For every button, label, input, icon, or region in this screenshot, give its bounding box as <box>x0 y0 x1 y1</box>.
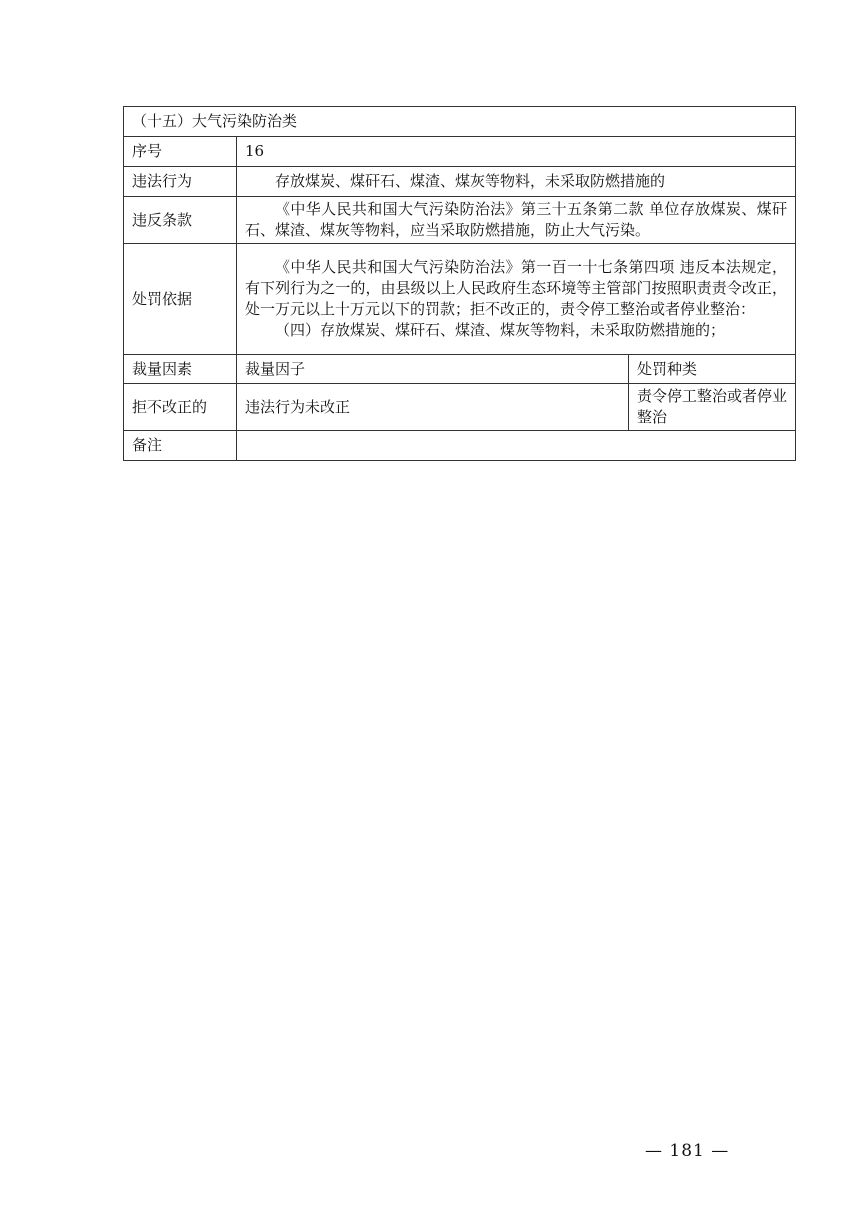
basis-paragraph-2: （四）存放煤炭、煤矸石、煤渣、煤灰等物料，未采取防燃措施的； <box>275 321 726 339</box>
factor-header-label: 裁量因素 <box>124 355 237 384</box>
behavior-row <box>124 167 796 197</box>
refuse-factor: 违法行为未改正 <box>237 384 629 431</box>
refuse-row <box>124 384 796 431</box>
factor-header-factor: 裁量因子 <box>237 355 629 384</box>
clause-label: 违反条款 <box>124 197 237 244</box>
index-label: 序号 <box>124 137 237 167</box>
clause-cell <box>237 197 796 244</box>
clause-value: 《中华人民共和国大气污染防治法》第三十五条第二款 单位存放煤炭、煤矸石、煤渣、煤灰等物料，应当采取防燃措施，防止大气污染。 <box>245 200 787 239</box>
index-row <box>124 137 796 167</box>
section-title: （十五）大气污染防治类 <box>124 107 796 137</box>
behavior-value: 存放煤炭、煤矸石、煤渣、煤灰等物料，未采取防燃措施的 <box>237 167 796 197</box>
refuse-label: 拒不改正的 <box>124 384 237 431</box>
index-value: 16 <box>237 137 796 167</box>
basis-paragraph-1: 《中华人民共和国大气污染防治法》第一百一十七条第四项 违反本法规定，有下列行为之一的，由县级以上人民政府生态环境等主管部门按照职责责令改正，处一万元以上十万元以下的罚款；拒不改正的，责令停工整治或者停业整治： <box>245 258 787 318</box>
basis-row <box>124 244 796 355</box>
factor-header-penalty: 处罚种类 <box>629 355 796 384</box>
basis-cell <box>237 244 796 355</box>
refuse-penalty: 责令停工整治或者停业整治 <box>629 384 796 431</box>
behavior-label: 违法行为 <box>124 167 237 197</box>
factor-header-row <box>124 355 796 384</box>
page-number: — 181 — <box>645 1141 730 1161</box>
note-label: 备注 <box>124 431 237 461</box>
note-row <box>124 431 796 461</box>
note-value <box>237 431 796 461</box>
section-row <box>124 107 796 137</box>
basis-label: 处罚依据 <box>124 244 237 355</box>
clause-row <box>124 197 796 244</box>
penalty-standard-table <box>123 106 796 461</box>
